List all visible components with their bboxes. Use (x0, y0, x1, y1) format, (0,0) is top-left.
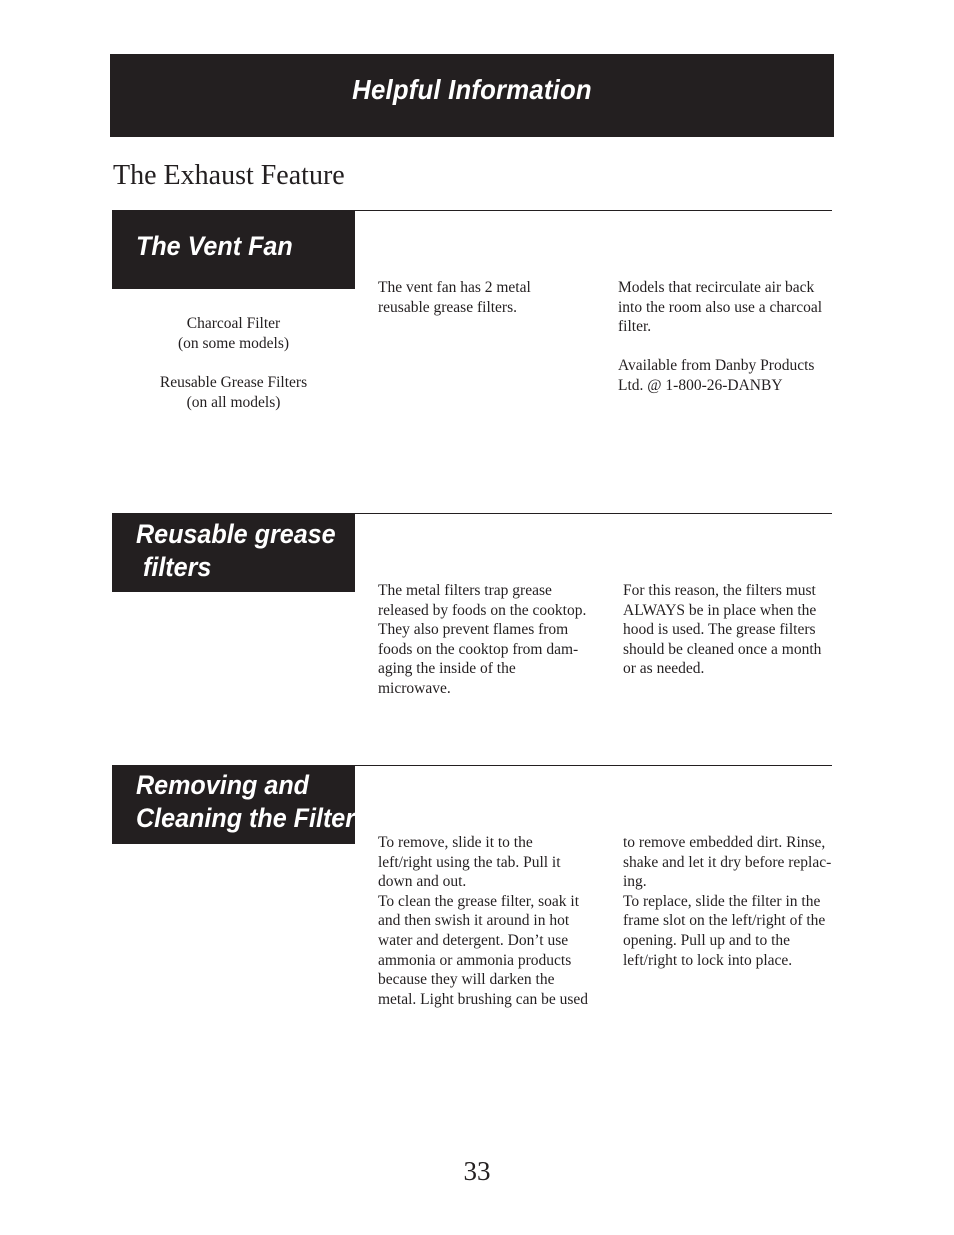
removing-heading-box (112, 765, 355, 844)
removing-text-col2: to remove embedded dirt. Rinse, shake and let it dry before replac- ing. To replace, slide the filter in the frame slot on the left/right of the opening. Pull up and to the left/right to lock into place. (623, 834, 832, 969)
vent-fan-text-col2: Models that recirculate air back into the room also use a charcoal filter. Available from Danby Products Ltd. @ 1-800-26-DANBY (618, 279, 823, 394)
grease-filters-text-col2: For this reason, the filters must ALWAYS be in place when the hood is used. The grease filters should be cleaned once a month or as needed. (623, 582, 822, 678)
charcoal-filter-caption: Charcoal Filter (on some models) (177, 315, 290, 352)
grease-filters-heading: Reusable grease filters (136, 519, 336, 582)
removing-heading: Removing and Cleaning the Filter (136, 770, 356, 833)
header-banner (110, 54, 834, 137)
section-divider (355, 765, 832, 766)
page-number: 33 (463, 1156, 491, 1186)
header-title: Helpful Information (352, 74, 592, 105)
section-divider (355, 210, 832, 211)
vent-fan-text-col1: The vent fan has 2 metal reusable grease filters. (378, 279, 531, 316)
removing-text-col1: To remove, slide it to the left/right using the tab. Pull it down and out. To clean the grease filter, soak it and then swish it around in hot water and detergent. Don’t use ammonia or ammonia products because they will darken the metal. Light brushing can be used (378, 834, 589, 1008)
section-divider (355, 513, 832, 514)
vent-fan-heading-box (112, 210, 355, 289)
grease-filter-caption: Reusable Grease Filters (on all models) (159, 374, 308, 411)
vent-fan-heading: The Vent Fan (136, 231, 293, 261)
grease-filters-text-col1: The metal filters trap grease released by foods on the cooktop. They also prevent flames from foods on the cooktop from dam- aging the inside of the microwave. (378, 582, 587, 697)
section-title: The Exhaust Feature (113, 160, 345, 191)
grease-filters-heading-box (112, 513, 355, 592)
